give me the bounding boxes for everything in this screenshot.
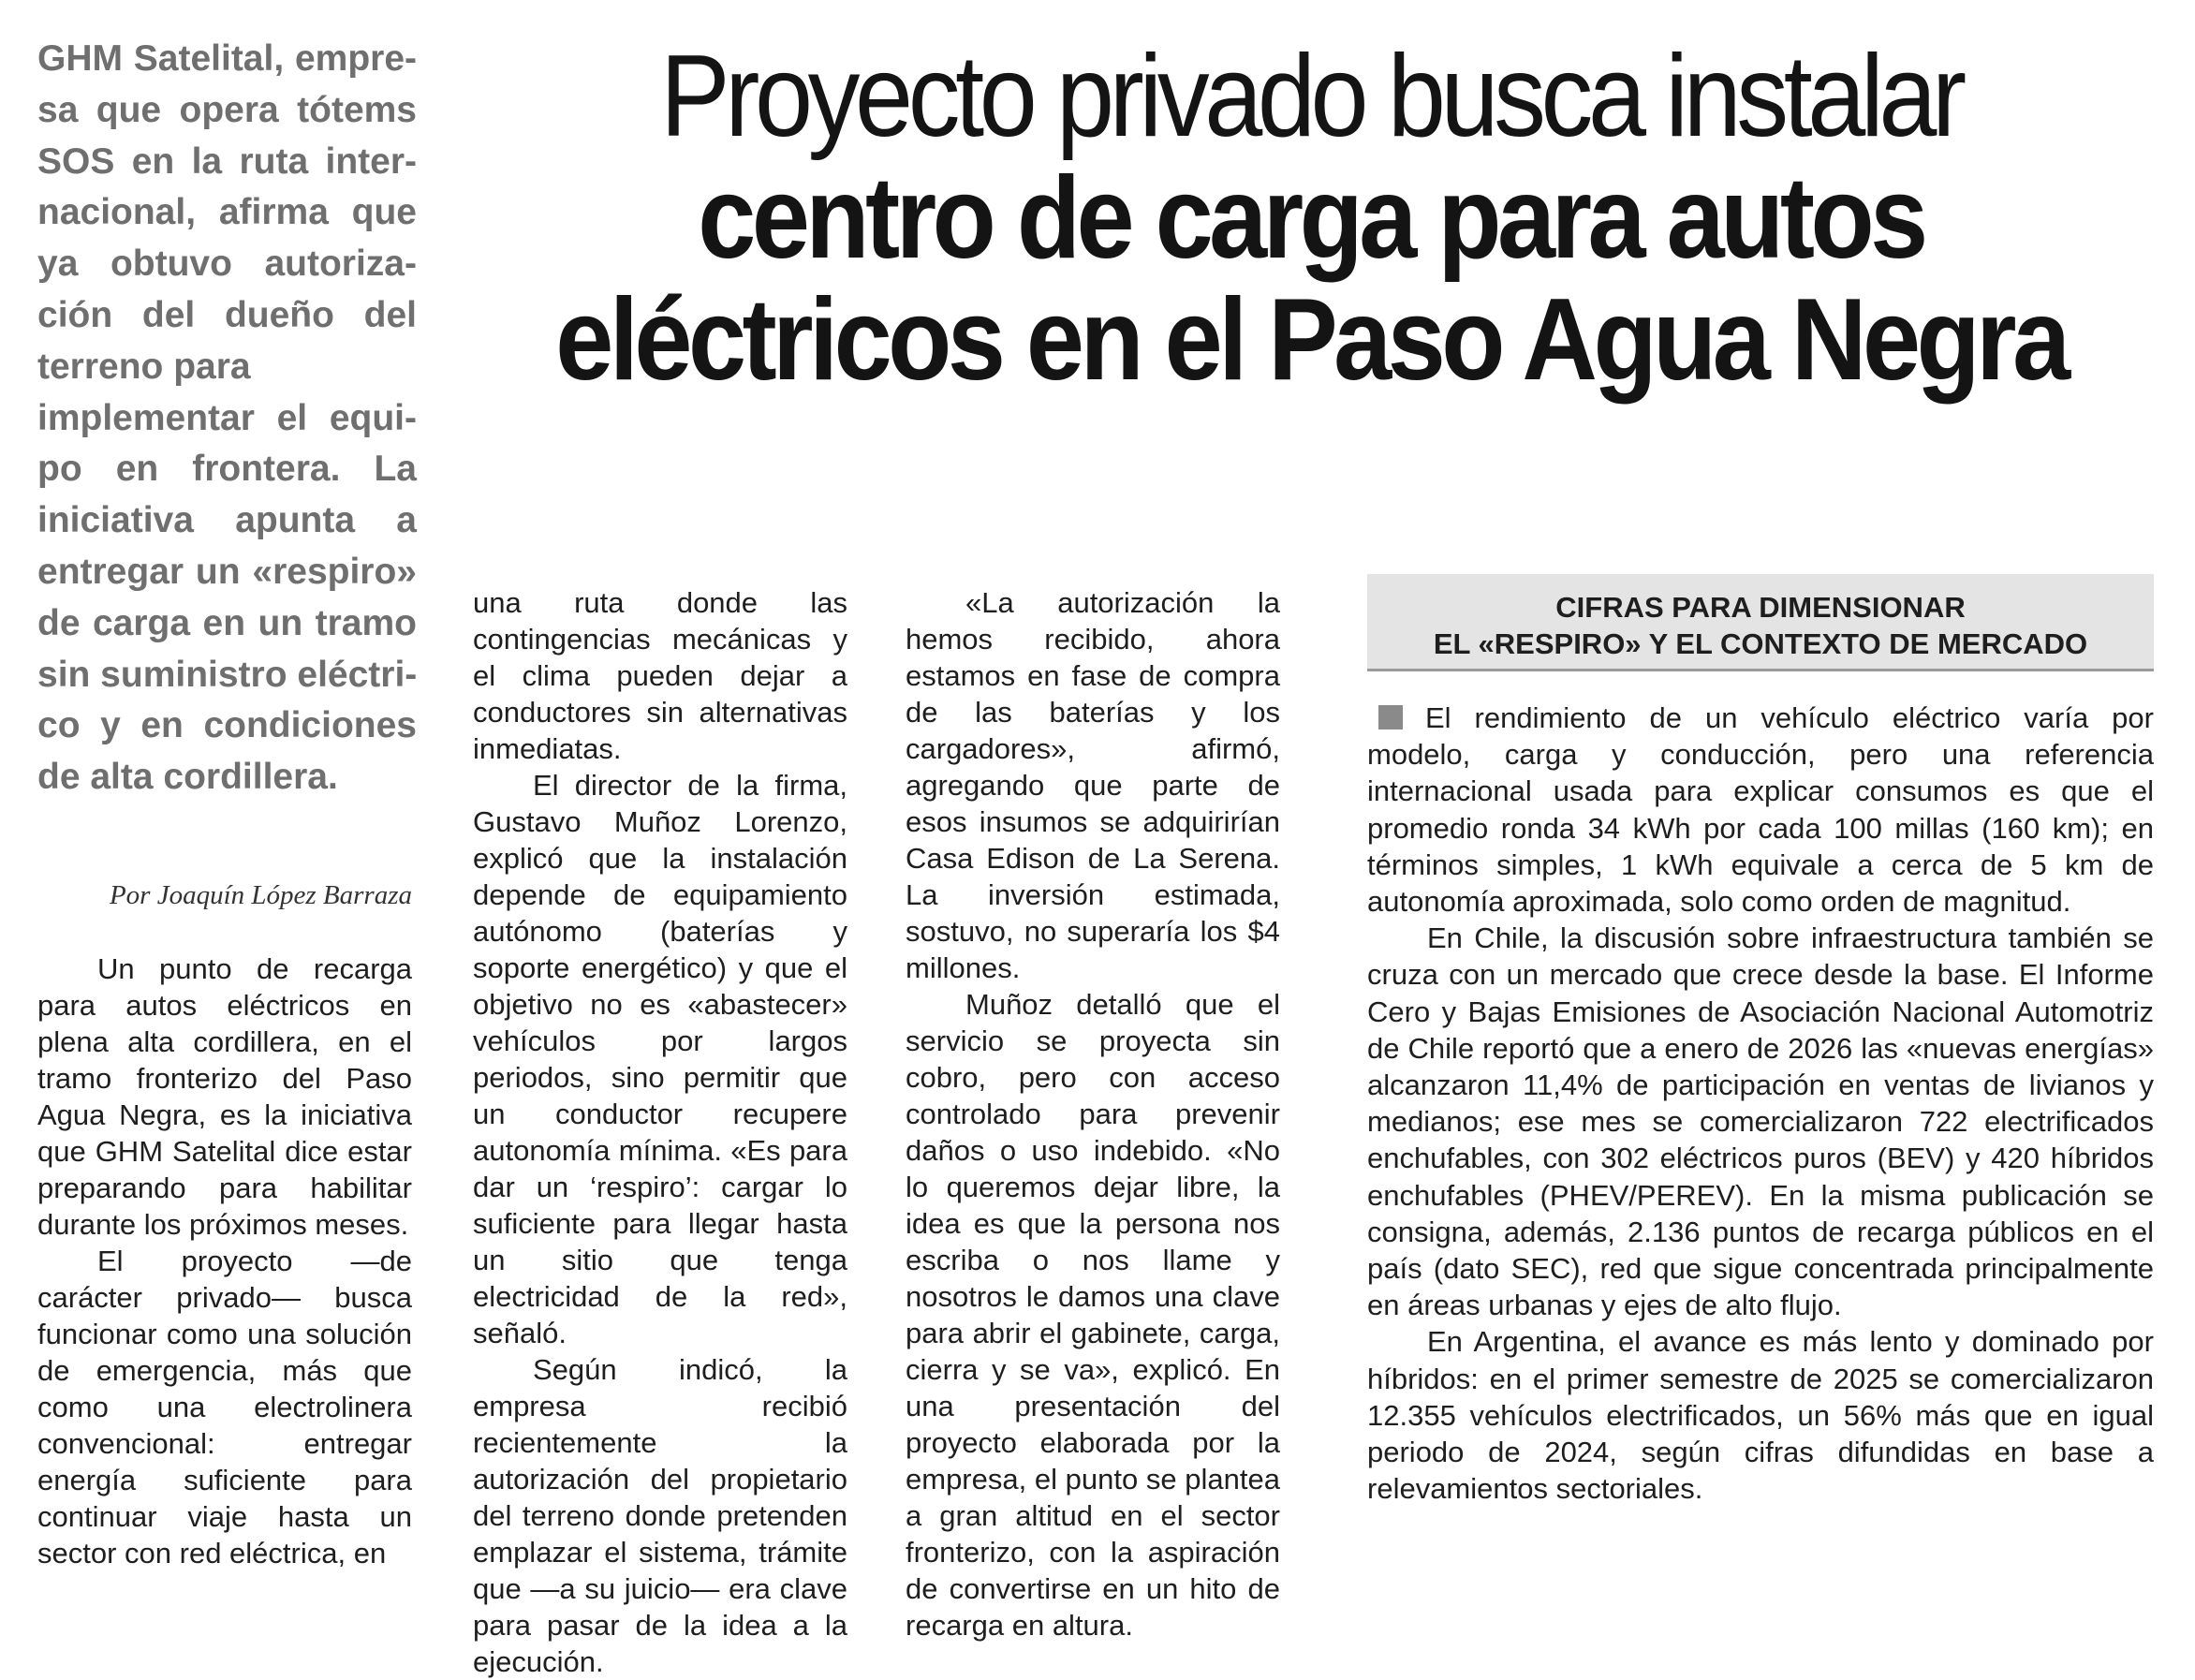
deck-line: po en frontera. La bbox=[37, 449, 417, 490]
sidebar-title-line-1: CIFRAS PARA DIMENSIONAR bbox=[1555, 591, 1966, 624]
sidebar-title-box bbox=[1367, 574, 2154, 671]
headline bbox=[468, 32, 2154, 405]
sidebar-paragraph-text: El rendimiento de un vehículo eléctrico varía por modelo, carga y conducción, pero una referencia internacional usada para explicar consumos es que el promedio ronda 34 kWh por cada 100 millas (160 km); en términos simples, 1 kWh equivale a cerca de 5 km de autonomía aproximada, solo como orden de magnitud. bbox=[1367, 701, 2154, 919]
paragraph: El director de la firma, Gustavo Muñoz Lorenzo, explicó que la instalación depende de equipamiento autónomo (baterías y soporte energético) y que el objetivo no es «abastecer» vehículos por largos periodos, sino permitir que un conductor recupere autonomía mínima. «Es para dar un ‘respiro’: cargar lo suficiente para llegar hasta un sitio que tenga electricidad de la red», señaló. bbox=[473, 769, 847, 1349]
paragraph: Muñoz detalló que el servicio se proyecta sin cobro, pero con acceso controlado para prevenir daños o uso indebido. «No lo queremos dejar libre, la idea es que la persona nos escriba o nos llame y nosotros le damos una clave para abrir el gabinete, carga, cierra y se va», explicó. En una presentación del proyecto elaborada por la empresa, el punto se plantea a gran altitud en el sector fronterizo, con la aspiración de convertirse en un hito de recarga en altura. bbox=[906, 988, 1280, 1642]
paragraph: una ruta donde las contingencias mecánicas y el clima pueden dejar a conductores sin alternativas inmediatas. bbox=[473, 586, 847, 765]
deck-line: de carga en un tramo bbox=[37, 602, 417, 643]
paragraph: «La autorización la hemos recibido, ahora estamos en fase de compra de las baterías y los cargadores», afirmó, agregando que parte de esos insumos se adquirirían Casa Edison de La Serena. La inversión estimada, sostuvo, no superaría los $4 millones. bbox=[906, 586, 1280, 984]
deck-line: GHM Satelital, empre- bbox=[37, 38, 417, 79]
deck-line: SOS en la ruta inter- bbox=[37, 140, 417, 182]
sidebar-paragraph: En Argentina, el avance es más lento y dominado por híbridos: en el primer semestre de 2025 se comercializaron 12.355 vehículos electrificados, un 56% más que en igual periodo de 2024, según cifras difundidas en base a relevamientos sectoriales. bbox=[1367, 1325, 2154, 1506]
headline-line-2: centro de carga para autos bbox=[698, 154, 1924, 283]
paragraph: Según indicó, la empresa recibió recientemente la autorización del propietario del terreno donde pretenden emplazar el sistema, trámite que —a su juicio— era clave para pasar de la idea a la ejecución. bbox=[473, 1353, 847, 1678]
body-column-2 bbox=[473, 584, 847, 1680]
sidebar-title-line-2: EL «RESPIRO» Y EL CONTEXTO DE MERCADO bbox=[1433, 627, 2088, 660]
square-bullet-icon bbox=[1378, 705, 1403, 729]
deck-line: entregar un «respiro» bbox=[37, 551, 417, 592]
deck-line: terreno para bbox=[37, 346, 251, 387]
deck-line: sin suministro eléctri- bbox=[37, 654, 418, 695]
byline: Por Joaquín López Barraza bbox=[109, 880, 412, 910]
deck-line: implementar el equi- bbox=[37, 397, 417, 438]
body-column-1 bbox=[37, 951, 412, 1571]
body-column-3 bbox=[906, 584, 1280, 1643]
headline-line-3: eléctricos en el Paso Agua Negra bbox=[555, 275, 2067, 405]
deck-line: sa que opera tótems bbox=[37, 89, 417, 130]
deck-line: ya obtuvo autoriza- bbox=[37, 243, 417, 285]
paragraph: El proyecto —de carácter privado— busca funcionar como una solución de emergencia, más que como una electrolinera convencional: entregar energía suficiente para continuar viaje hasta un sector con red eléctrica, en bbox=[37, 1245, 412, 1569]
headline-line-1: Proyecto privado busca instalar bbox=[660, 32, 1962, 161]
deck-line: iniciativa apunta a bbox=[37, 500, 417, 541]
paragraph: Un punto de recarga para autos eléctricos en plena alta cordillera, en el tramo fronterizo del Paso Agua Negra, es la iniciativa que GHM Satelital dice estar preparando para habilitar durante los próximos meses. bbox=[37, 952, 412, 1241]
sidebar-paragraph: En Chile, la discusión sobre infraestructura también se cruza con un mercado que crece desde la base. El Informe Cero y Bajas Emisiones de Asociación Nacional Automotriz de Chile reportó que a enero de 2026 las «nuevas energías» alcanzaron 11,4% de participación en ventas de livianos y medianos; ese mes se comercializaron 722 electrificados enchufables, con 302 eléctricos puros (BEV) y 420 híbridos enchufables (PHEV/PEREV). En la misma publicación se consigna, además, 2.136 puntos de recarga públicos en el país (dato SEC), red que sigue concentrada principalmente en áreas urbanas y ejes de alto flujo. bbox=[1367, 921, 2154, 1322]
deck-line: ción del dueño del bbox=[37, 294, 417, 335]
sidebar-body bbox=[1367, 700, 2154, 1507]
deck-line: co y en condiciones bbox=[37, 705, 417, 746]
article-deck bbox=[37, 34, 417, 803]
deck-line: de alta cordillera. bbox=[37, 757, 338, 798]
deck-line: nacional, afirma que bbox=[37, 192, 417, 233]
sidebar-paragraph bbox=[1367, 700, 2154, 920]
